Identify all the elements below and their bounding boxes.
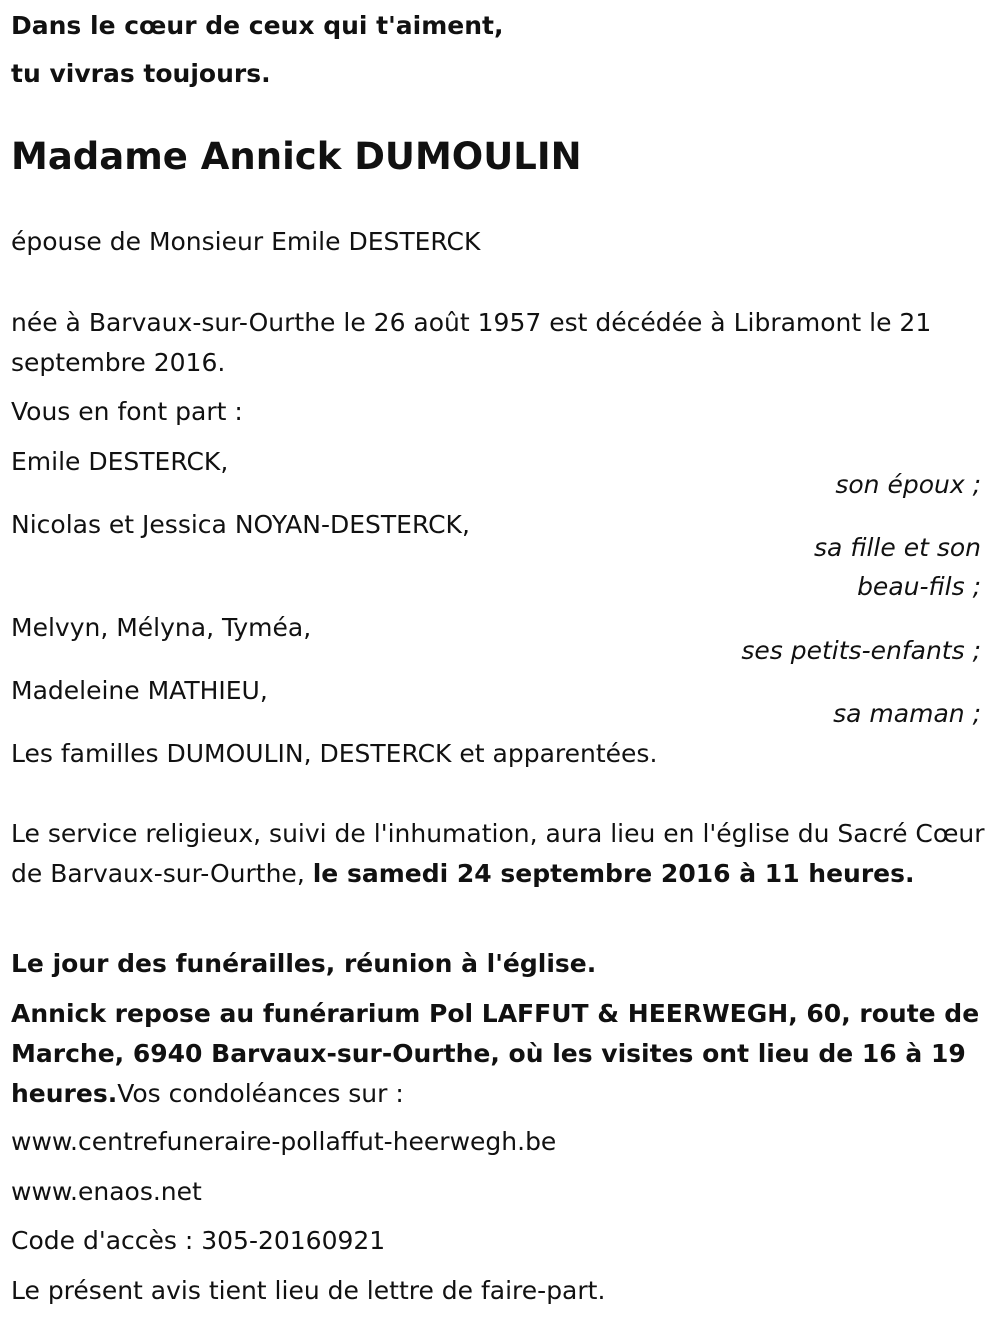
family-member-names: Melvyn, Mélyna, Tyméa, [11, 613, 312, 642]
family-member-relation: sa fille et son [814, 533, 981, 562]
spouse-line: épouse de Monsieur Emile DESTERCK [11, 227, 481, 256]
family-member-relation: beau-fils ; [857, 572, 981, 601]
family-member-names: Madeleine MATHIEU, [11, 676, 268, 705]
funerarium-text: Annick repose au funérarium Pol LAFFUT & HEERWEGH, 60, route de Marche, 6940 Barvaux-sur-Ourthe, où les visites ont lieu de 16 à 19 heures. [11, 999, 980, 1108]
service-text: Le service religieux, suivi de l'inhumation, aura lieu en l'église du Sacré Cœur de Barvaux-sur-Ourthe, [11, 819, 985, 888]
gathering-line: Le jour des funérailles, réunion à l'église. [11, 949, 597, 978]
epigraph-line-2: tu vivras toujours. [11, 59, 271, 88]
service-date: le samedi 24 septembre 2016 à 11 heures. [312, 859, 915, 888]
website-link-1[interactable]: www.centrefuneraire-pollaffut-heerwegh.be [11, 1127, 557, 1156]
families-line: Les familles DUMOULIN, DESTERCK et apparentées. [11, 739, 658, 768]
website-link-2[interactable]: www.enaos.net [11, 1177, 202, 1206]
family-member-relation: sa maman ; [833, 699, 981, 728]
deceased-name: Madame Annick DUMOULIN [11, 135, 582, 178]
announcement-intro: Vous en font part : [11, 397, 243, 426]
epigraph-line-1: Dans le cœur de ceux qui t'aiment, [11, 11, 504, 40]
family-member-relation: ses petits-enfants ; [741, 636, 981, 665]
funerarium-paragraph [11, 994, 986, 1114]
service-paragraph [11, 814, 986, 894]
birth-death-line: née à Barvaux-sur-Ourthe le 26 août 1957 est décédée à Libramont le 21 septembre 2016. [11, 308, 932, 377]
family-member-relation: son époux ; [835, 470, 981, 499]
closing-line: Le présent avis tient lieu de lettre de faire-part. [11, 1276, 606, 1305]
family-member-names: Nicolas et Jessica NOYAN-DESTERCK, [11, 510, 470, 539]
access-code: Code d'accès : 305-20160921 [11, 1226, 386, 1255]
condolences-text: Vos condoléances sur : [117, 1079, 404, 1108]
family-member-names: Emile DESTERCK, [11, 447, 229, 476]
